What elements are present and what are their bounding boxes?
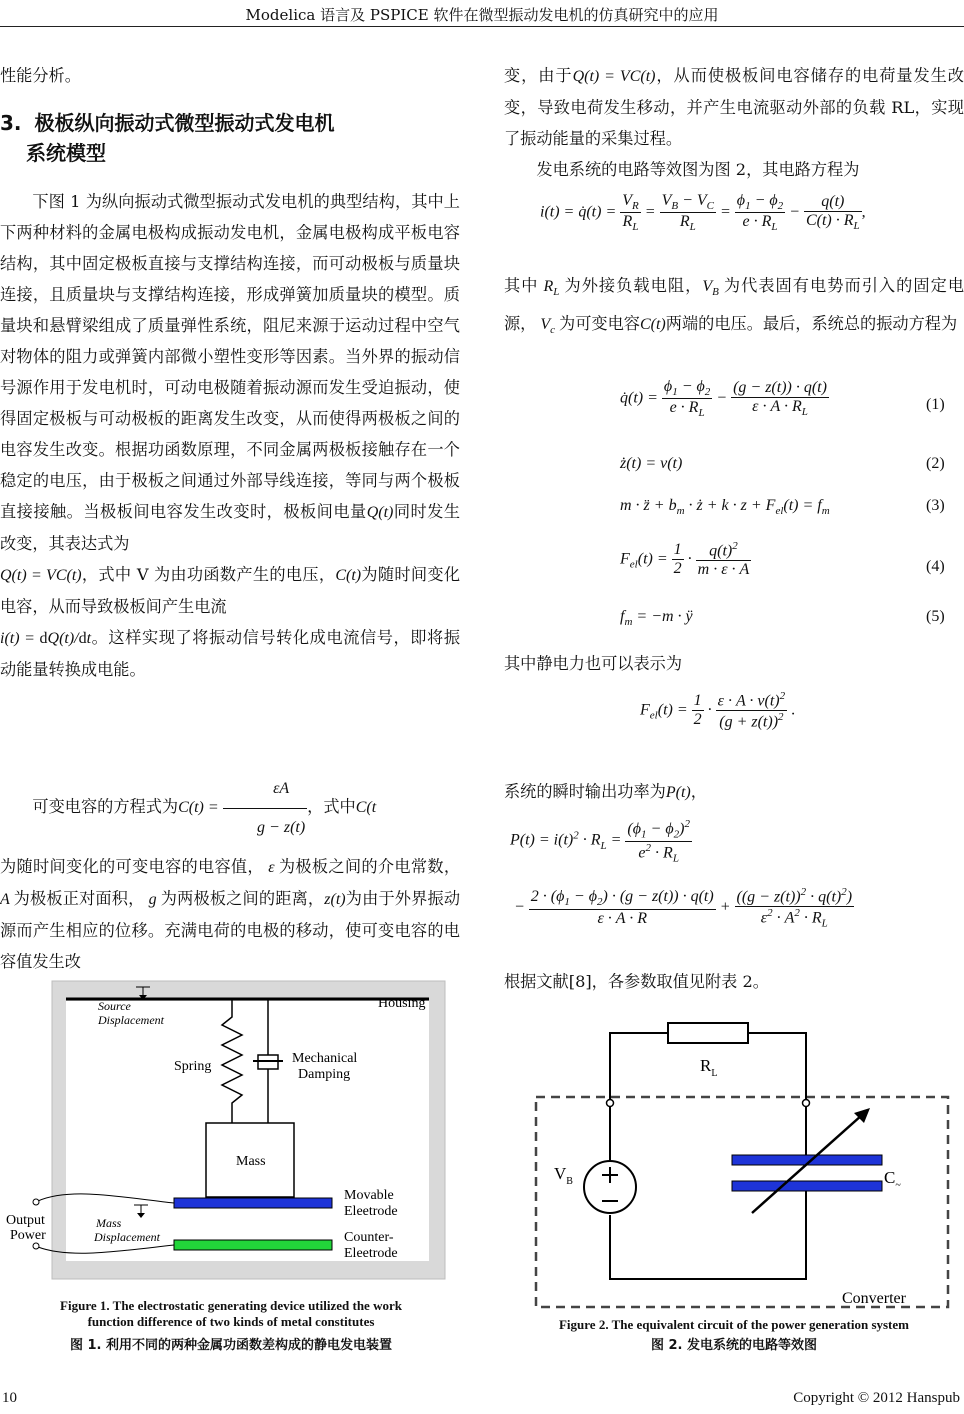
figure-1-caption-cn: 图 1. 利用不同的两种金属功函数差构成的静电发电装置 bbox=[69, 1338, 393, 1353]
equation-5: $f_m = -m$ · ÿ bbox=[620, 608, 693, 629]
paragraph-5 bbox=[504, 270, 964, 346]
math-current: i(t) = dQ(t)/dt bbox=[0, 630, 92, 647]
wire-right-top bbox=[748, 1033, 806, 1165]
label-housing: Housing bbox=[378, 996, 426, 1011]
para4: 发电系统的电路等效图为图 2，其电路方程为 bbox=[536, 160, 860, 179]
math-Ct-2: C(t bbox=[355, 799, 377, 817]
para2-e: 为极板正对面积， bbox=[13, 889, 145, 908]
label-spring: Spring bbox=[174, 1059, 212, 1074]
equation-3: m · z̈ + $b_m$ · ż + $k \cdot z + F_{el}(t) = f_m$ bbox=[620, 497, 830, 518]
equation-2: ż(t) = v(t) bbox=[620, 455, 683, 472]
page-number: 10 bbox=[2, 1390, 17, 1406]
section-title-line1: 极板纵向振动式微型振动式发电机 bbox=[34, 111, 335, 135]
paragraph-1 bbox=[0, 186, 460, 685]
voltage-source-icon bbox=[584, 1161, 636, 1213]
figure-2-caption: Figure 2. The equivalent circuit of the power generation system bbox=[558, 1317, 909, 1332]
label-power: Power bbox=[10, 1228, 46, 1243]
math-A: A bbox=[0, 891, 14, 908]
math-Ct-right: C(t) bbox=[639, 316, 666, 334]
terminal-right bbox=[803, 1100, 810, 1107]
label-source-displacement-2: Displacement bbox=[98, 1013, 164, 1027]
math-VB: $V_B$ bbox=[702, 278, 719, 299]
power-equation-line2: − $\frac{2 \cdot (\phi_1 - \phi_2) \cdot (g - z(t)) \cdot q(t)}{\varepsilon \cdot A \cdot R}$ + $\frac{((g - z(t))^2 \cdot q(t)^2)}{\varepsilon^2 \cdot A^2 \cdot R_L}$ bbox=[514, 886, 853, 930]
para2-f: 为两极板之间的距离， bbox=[160, 889, 325, 908]
paragraph-3 bbox=[504, 60, 964, 185]
label-output: Output bbox=[6, 1213, 45, 1228]
caption-en-line2: function difference of two kinds of metal constitutes bbox=[87, 1314, 375, 1329]
label-mass-displacement-1: Mass bbox=[96, 1216, 122, 1230]
label-counter: Counter- bbox=[344, 1230, 394, 1245]
para1-text: 下图 1 为纵向振动式微型振动式发电机的典型结构，其中上下两种材料的金属电极构成振动发电机，金属电极构成平板电容结构，其中固定极板直接与支撑结构连接，而可动极板与质量块连接，且质量块与支撑结构连接，形成弹簧加质量块的模型。质量块和悬臂梁组成了质量弹性系统，阻尼来源于运动过程中空气对物体的阻力或弹簧内部微小塑性变形等因素。当外界的振动信号源作用于发电机时，可动电极随着振动源而发生受迫振动，使得固定极板与可动极板的距离发生改变，从而使得两极板之间的电容发生改变。根据功函数原理，不同金属两极板接触存在一个稳定的电压，由于极板之间通过外部导线连接，等同与两个极板直接接触。当极板间电容发生改变时，极板间电量 bbox=[0, 192, 460, 521]
resistor-icon bbox=[668, 1023, 748, 1043]
figure-1-caption bbox=[0, 1298, 462, 1330]
text-line: 性能分析。 bbox=[0, 66, 81, 85]
caption-en-line1: Figure 1. The electrostatic generating device utilized the work bbox=[60, 1298, 402, 1313]
label-vb-sub: B bbox=[566, 1176, 573, 1187]
equation-1-number: (1) bbox=[926, 396, 945, 413]
figure-1-diagram bbox=[0, 975, 462, 1285]
math-Vc: $V_c$ bbox=[536, 316, 556, 337]
para6: 其中静电力也可以表示为 bbox=[504, 654, 683, 673]
copyright: Copyright © 2012 Hanspub bbox=[793, 1390, 960, 1406]
equation-4: $F_{el}(t)$ = $\frac{1}{2}$ · $\frac{q(t)^2}{m \cdot \varepsilon \cdot A}$ bbox=[620, 540, 750, 579]
equation-2-number: (2) bbox=[926, 455, 945, 472]
label-movable-electrode: Eleetrode bbox=[344, 1204, 398, 1219]
math-g: g bbox=[144, 891, 161, 908]
math-Ct: C(t) bbox=[335, 567, 362, 584]
terminal-bottom bbox=[33, 1243, 39, 1249]
para8: 根据文献[8]，各参数取值见附表 2。 bbox=[504, 972, 769, 991]
label-counter-electrode: Eleetrode bbox=[344, 1246, 398, 1261]
equation-3-number: (3) bbox=[926, 497, 945, 514]
para5-a: 其中 bbox=[504, 276, 539, 295]
movable-electrode bbox=[174, 1198, 332, 1208]
circuit-equation: i(t) = q̇(t) = $\frac{V_R}{R_L}$ = $\frac{V_B - V_C}{R_L}$ = $\frac{\phi_1 - \phi_2}{e \cdot R_L}$ − $\frac{q(t)}{C(t) \cdot R_L}$ , bbox=[540, 192, 866, 234]
equation-4-number: (4) bbox=[926, 558, 945, 575]
para7: 系统的瞬时输出功率为 bbox=[504, 782, 666, 801]
math-Q-VC-right: Q(t) = VC(t) bbox=[572, 68, 656, 85]
math-Pt: P(t) bbox=[665, 784, 691, 801]
para5-e: 两端的电压。最后，系统总的振动方程为 bbox=[665, 314, 958, 334]
para3-a: 变，由于 bbox=[504, 66, 573, 85]
label-mass: Mass bbox=[236, 1154, 266, 1169]
para2-g: 为由于外界振动源而产生相应的位移。充满电荷的电极的移动，使可变电容的电容值发生改 bbox=[0, 889, 461, 971]
power-equation-line1: $P(t) = i(t)^2 \cdot R_L$ = $\frac{(\phi_1 - \phi_2)^2}{e^2 \cdot R_L}$ bbox=[510, 818, 690, 865]
para3-b: ，从而使极板间电容储存的电荷量发生改变，导致电荷发生移动，并产生电流驱动外部的负载 RL，实现了振动能量的采集过程。 bbox=[504, 66, 964, 148]
equation-1: q̇(t) = $\frac{\phi_1 - \phi_2}{e \cdot R_L}$ − $\frac{(g - z(t)) \cdot q(t)}{\varepsilon \cdot A \cdot R_L}$ bbox=[620, 378, 827, 420]
para2-a: 可变电容的方程式为 bbox=[32, 797, 179, 817]
label-c-main: C bbox=[884, 1168, 896, 1187]
math-zt: z(t) bbox=[324, 891, 346, 908]
label-damping: Damping bbox=[298, 1067, 351, 1082]
counter-electrode bbox=[174, 1240, 332, 1250]
paragraph-2 bbox=[0, 770, 460, 977]
label-movable: Movable bbox=[344, 1188, 394, 1203]
section-title-line2: 系统模型 bbox=[26, 141, 106, 165]
terminal-top bbox=[33, 1199, 39, 1205]
label-vb-main: V bbox=[554, 1164, 567, 1183]
para5-c: 为代表固有电势而引入的固定电源， bbox=[504, 276, 964, 334]
section-number: 3. bbox=[0, 111, 22, 135]
label-mechanical: Mechanical bbox=[292, 1051, 358, 1066]
label-source-displacement-1: Source bbox=[98, 999, 131, 1013]
label-converter: Converter bbox=[842, 1290, 906, 1307]
left-column bbox=[0, 60, 460, 91]
figure-2-circuit bbox=[520, 1015, 960, 1311]
math-Qt: Q(t) bbox=[366, 504, 394, 521]
label-c-sub: ~ bbox=[895, 1180, 901, 1191]
running-header: Modelica 语言及 PSPICE 软件在微型振动发电机的仿真研究中的应用 bbox=[245, 6, 719, 24]
header-rule bbox=[0, 26, 964, 27]
para1-c: ，式中 V 为由功函数产生的电压， bbox=[81, 565, 336, 584]
wire-bottom bbox=[610, 1181, 806, 1279]
math-capacitance: C(t) = $\frac{\varepsilon A}{g - z(t)}$ bbox=[178, 799, 307, 816]
paragraph-8 bbox=[504, 966, 964, 997]
terminal-left bbox=[607, 1100, 614, 1107]
figure-2-caption-cn: 图 2. 发电系统的电路等效图 bbox=[650, 1338, 818, 1353]
math-Q-VC: Q(t) = VC(t) bbox=[0, 567, 82, 584]
equation-5-number: (5) bbox=[926, 608, 945, 625]
label-rl-sub: L bbox=[711, 1068, 718, 1079]
paragraph-6 bbox=[504, 648, 964, 679]
section-heading bbox=[0, 108, 460, 168]
para5-b: 为外接负载电阻， bbox=[564, 276, 703, 295]
capacitor-plate-bottom bbox=[732, 1181, 882, 1191]
para2-c: 为随时间变化的可变电容的电容值， bbox=[0, 857, 264, 876]
label-rl bbox=[700, 1056, 717, 1079]
para5-d: 为可变电容 bbox=[559, 314, 640, 334]
electrostatic-force-equation: $F_{el}(t)$ = $\frac{1}{2}$ · $\frac{\varepsilon \cdot A \cdot v(t)^2}{(g + z(t))^2}$ . bbox=[640, 690, 796, 731]
label-mass-displacement-2: Displacement bbox=[94, 1230, 160, 1244]
para1-e: 。这样实现了将振动信号转化成电流信号，即将振动能量转换成电能。 bbox=[0, 628, 461, 679]
para2-b: ，式中 bbox=[307, 797, 356, 817]
math-epsilon: ε bbox=[263, 859, 279, 876]
para2-d: 为极板之间的介电常数， bbox=[278, 857, 461, 876]
para1-d: 为随时间变化电容，从而导致极板间产生电流 bbox=[0, 565, 461, 616]
label-vb bbox=[554, 1164, 573, 1187]
paragraph-7: 系统的瞬时输出功率为P(t)， bbox=[504, 782, 707, 801]
label-rl-main: R bbox=[700, 1056, 712, 1075]
math-RL: $R_L$ bbox=[538, 278, 560, 299]
label-c bbox=[884, 1168, 901, 1191]
para1-b: 同时发生改变，其表达式为 bbox=[0, 502, 461, 553]
